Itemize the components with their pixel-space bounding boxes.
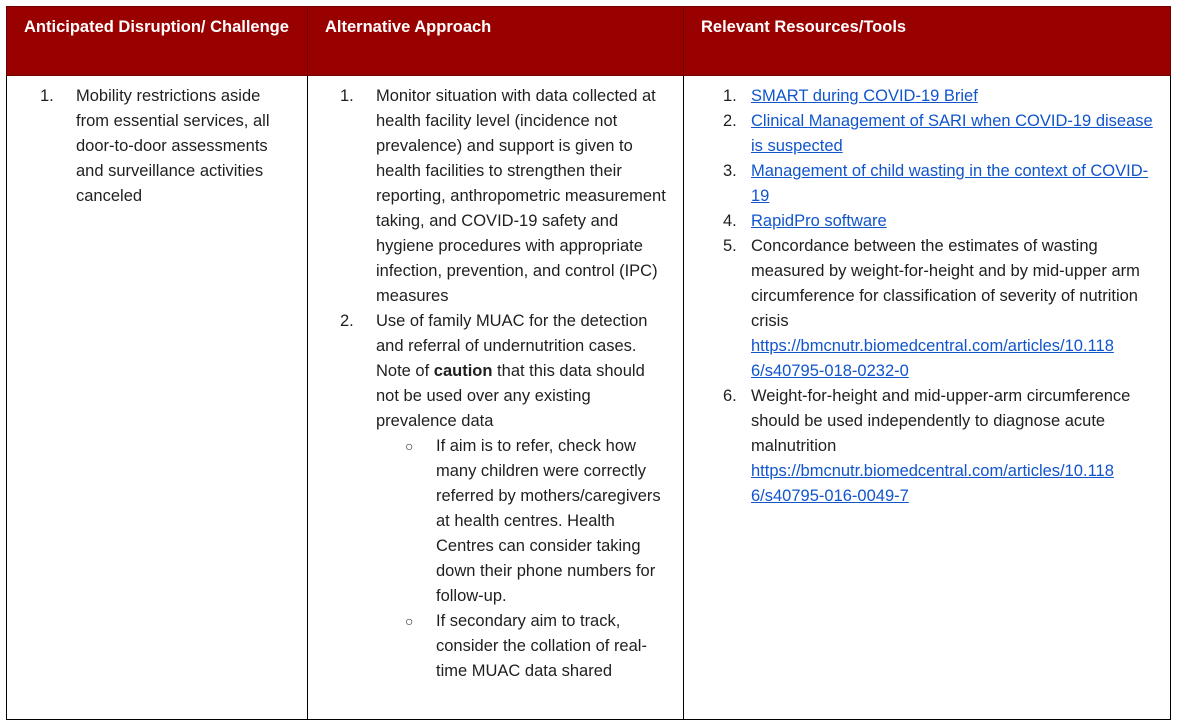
list-item-text: Monitor situation with data collected at health facility level (incidence not prevalence) and support is given to health facilities to strengthen their reporting, anthropometric measurement taking, and COVID-19 safety and hygiene procedures with appropriate infection, prevention, and control (IPC) measures — [376, 87, 666, 305]
weight-for-height-article-link[interactable] — [751, 462, 1114, 505]
sub-list — [376, 434, 669, 684]
rapidpro-link[interactable]: RapidPro software — [751, 212, 887, 230]
list-item-text: Mobility restrictions aside from essential services, all door-to-door assessments and surveillance activities canceled — [76, 87, 270, 205]
caution-emphasis: caution — [433, 362, 493, 380]
header-alternative: Alternative Approach — [308, 7, 684, 76]
list-item — [698, 234, 1156, 384]
list-item-text: Concordance between the estimates of wasting measured by weight-for-height and by mid-upper arm circumference for classification of severity of nutrition crisis — [751, 237, 1140, 330]
list-item-text-continued: that this data should not be used over any existing prevalence data — [376, 362, 645, 430]
list-item — [698, 159, 1156, 209]
list-number: 6. — [723, 387, 737, 405]
resources-cell — [684, 76, 1171, 720]
list-number: 2. — [340, 312, 354, 330]
list-item — [698, 384, 1156, 509]
list-item — [322, 309, 669, 684]
hollow-bullet-icon: ○ — [405, 613, 414, 629]
list-number: 1. — [723, 87, 737, 105]
header-disruption: Anticipated Disruption/ Challenge — [7, 7, 308, 76]
header-row — [7, 7, 1171, 76]
list-number: 1. — [340, 87, 354, 105]
sub-list-item — [376, 434, 669, 609]
list-item — [698, 84, 1156, 109]
disruption-list — [21, 84, 293, 209]
list-number: 4. — [723, 212, 737, 230]
sub-item-text: If secondary aim to track, consider the collation of real-time MUAC data shared — [436, 612, 647, 680]
list-item-text: Weight-for-height and mid-upper-arm circumference should be used independently to diagnose acute malnutrition — [751, 387, 1131, 455]
child-wasting-link[interactable]: Management of child wasting in the context of COVID-19 — [751, 162, 1149, 205]
sub-list-item — [376, 609, 669, 684]
disruption-cell — [7, 76, 308, 720]
list-number: 5. — [723, 237, 737, 255]
concordance-article-link[interactable] — [751, 337, 1114, 380]
list-item-text: Use of family MUAC for the detection and referral of undernutrition cases. Note of — [376, 312, 648, 380]
alternative-list — [322, 84, 669, 684]
list-number: 1. — [40, 87, 54, 105]
list-number: 3. — [723, 162, 737, 180]
url-line: 6/s40795-018-0232-0 — [751, 362, 909, 380]
header-resources: Relevant Resources/Tools — [684, 7, 1171, 76]
resources-table — [6, 6, 1171, 720]
smart-brief-link[interactable]: SMART during COVID-19 Brief — [751, 87, 978, 105]
content-row — [7, 76, 1171, 720]
sari-management-link[interactable]: Clinical Management of SARI when COVID-19 disease is suspected — [751, 112, 1153, 155]
resources-list — [698, 84, 1156, 509]
alternative-cell — [308, 76, 684, 720]
list-item — [322, 84, 669, 309]
url-line: 6/s40795-016-0049-7 — [751, 487, 909, 505]
url-line: https://bmcnutr.biomedcentral.com/articles/10.118 — [751, 462, 1114, 480]
list-item — [698, 209, 1156, 234]
list-item — [21, 84, 293, 209]
hollow-bullet-icon: ○ — [405, 438, 414, 454]
sub-item-text: If aim is to refer, check how many children were correctly referred by mothers/caregivers at health centres. Health Centres can consider taking down their phone numbers for follow-up. — [436, 437, 661, 605]
url-line: https://bmcnutr.biomedcentral.com/articles/10.118 — [751, 337, 1114, 355]
list-number: 2. — [723, 112, 737, 130]
list-item — [698, 109, 1156, 159]
